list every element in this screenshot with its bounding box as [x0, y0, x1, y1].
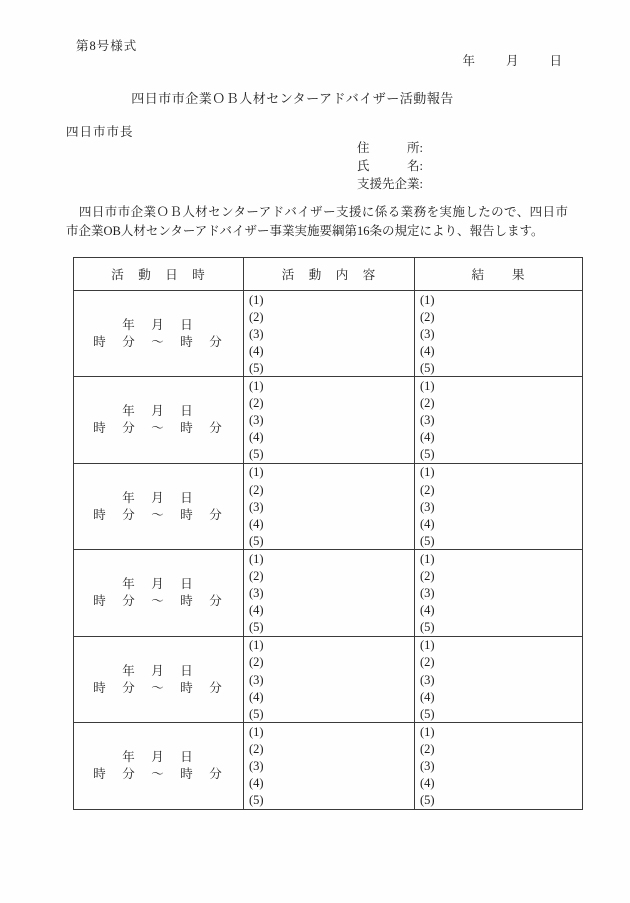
activity-row: [74, 550, 583, 636]
content-item-5: (5): [249, 620, 264, 635]
body-paragraph-line-1: 四日市市企業ＯＢ人材センターアドバイザー支援に係る業務を実施したので、四日市: [66, 205, 568, 219]
activity-row: [74, 636, 583, 722]
activity-row: [74, 291, 583, 377]
report-date-line: 年 月 日: [462, 54, 564, 68]
result-item-5: (5): [420, 793, 435, 808]
activity-datetime-cell: [74, 377, 244, 463]
content-item-4: (4): [249, 430, 264, 445]
result-item-2: (2): [420, 309, 435, 324]
content-item-1: (1): [249, 724, 264, 739]
content-item-2: (2): [249, 569, 264, 583]
activity-time-blank: 時 分 ～ 時 分: [93, 767, 224, 782]
activity-time-blank: 時 分 ～ 時 分: [93, 680, 224, 695]
content-item-3: (3): [249, 413, 264, 428]
activity-datetime-cell: [74, 463, 244, 549]
result-cell: [415, 550, 583, 636]
body-paragraph: [66, 203, 568, 240]
activity-row: [74, 463, 583, 549]
result-item-3: (3): [420, 586, 435, 601]
content-item-5: (5): [249, 533, 264, 548]
result-item-4: (4): [420, 603, 435, 618]
activity-content-cell: [244, 377, 415, 463]
result-cell: [415, 377, 583, 463]
content-item-3: (3): [249, 759, 264, 774]
activity-datetime-cell: [74, 550, 244, 636]
activity-datetime-cell: [74, 291, 244, 377]
result-cell: [415, 463, 583, 549]
activity-date-blank: 年 月 日: [122, 404, 195, 419]
result-item-3: (3): [420, 759, 435, 774]
sender-name-label: 氏 名:: [357, 159, 423, 173]
result-item-5: (5): [420, 620, 435, 635]
body-paragraph-line-2: 市企業OB人材センターアドバイザー事業実施要綱第16条の規定により、報告します。: [66, 223, 544, 238]
content-item-3: (3): [249, 499, 264, 514]
content-item-1: (1): [249, 378, 264, 393]
content-item-4: (4): [249, 689, 264, 704]
activity-row: [74, 377, 583, 463]
result-item-4: (4): [420, 689, 435, 704]
content-item-2: (2): [249, 655, 264, 670]
result-item-3: (3): [420, 672, 435, 687]
activity-date-blank: 年 月 日: [122, 577, 195, 592]
result-item-3: (3): [420, 499, 435, 514]
result-item-5: (5): [420, 360, 435, 375]
activity-content-cell: [244, 550, 415, 636]
result-item-4: (4): [420, 776, 435, 791]
activity-content-cell: [244, 463, 415, 549]
activity-time-blank: 時 分 ～ 時 分: [93, 421, 224, 436]
form-number: 第8号様式: [76, 39, 138, 53]
content-item-3: (3): [249, 672, 264, 687]
activity-time-blank: 時 分 ～ 時 分: [93, 334, 224, 349]
activity-datetime-cell: [74, 636, 244, 722]
content-item-5: (5): [249, 793, 264, 808]
content-item-5: (5): [249, 447, 264, 462]
content-item-1: (1): [249, 292, 264, 307]
result-item-4: (4): [420, 516, 435, 531]
addressee-line: 四日市市長: [66, 125, 134, 139]
result-item-4: (4): [420, 343, 435, 358]
content-item-5: (5): [249, 360, 264, 375]
result-item-1: (1): [420, 551, 435, 566]
result-item-5: (5): [420, 533, 435, 548]
content-item-1: (1): [249, 638, 264, 653]
result-item-2: (2): [420, 741, 435, 756]
content-item-1: (1): [249, 465, 264, 480]
result-item-5: (5): [420, 706, 435, 721]
activity-date-blank: 年 月 日: [122, 317, 195, 332]
result-item-2: (2): [420, 655, 435, 670]
content-item-2: (2): [249, 396, 264, 411]
result-cell: [415, 291, 583, 377]
result-item-2: (2): [420, 569, 435, 583]
activity-content-cell: [244, 636, 415, 722]
sender-company-label: 支援先企業:: [357, 177, 423, 191]
activity-row: [74, 723, 583, 809]
content-item-5: (5): [249, 706, 264, 721]
activity-time-blank: 時 分 ～ 時 分: [93, 594, 224, 609]
sender-address-label: 住 所:: [357, 141, 423, 155]
activity-report-table: [73, 257, 583, 810]
table-body: [74, 291, 583, 810]
column-header-activity-content: 活 動 内 容: [244, 258, 415, 291]
result-cell: [415, 636, 583, 722]
content-item-4: (4): [249, 776, 264, 791]
activity-content-cell: [244, 291, 415, 377]
content-item-2: (2): [249, 309, 264, 324]
result-cell: [415, 723, 583, 809]
result-item-4: (4): [420, 430, 435, 445]
result-item-2: (2): [420, 482, 435, 497]
activity-date-blank: 年 月 日: [122, 490, 195, 505]
content-item-2: (2): [249, 482, 264, 497]
result-item-1: (1): [420, 638, 435, 653]
document-title: 四日市市企業ＯＢ人材センターアドバイザー活動報告: [131, 91, 454, 106]
result-item-1: (1): [420, 465, 435, 480]
content-item-3: (3): [249, 326, 264, 341]
content-item-3: (3): [249, 586, 264, 601]
result-item-5: (5): [420, 447, 435, 462]
result-item-3: (3): [420, 326, 435, 341]
column-header-result: 結 果: [415, 258, 583, 291]
result-item-1: (1): [420, 292, 435, 307]
content-item-2: (2): [249, 741, 264, 756]
result-item-3: (3): [420, 413, 435, 428]
activity-date-blank: 年 月 日: [122, 663, 195, 678]
activity-time-blank: 時 分 ～ 時 分: [93, 507, 224, 522]
content-item-4: (4): [249, 603, 264, 618]
column-header-activity-datetime: 活 動 日 時: [74, 258, 244, 291]
sender-block: [357, 139, 423, 193]
content-item-4: (4): [249, 343, 264, 358]
activity-datetime-cell: [74, 723, 244, 809]
activity-content-cell: [244, 723, 415, 809]
result-item-1: (1): [420, 724, 435, 739]
content-item-1: (1): [249, 551, 264, 566]
result-item-2: (2): [420, 396, 435, 411]
table-header-row: [74, 258, 583, 291]
content-item-4: (4): [249, 516, 264, 531]
result-item-1: (1): [420, 378, 435, 393]
activity-date-blank: 年 月 日: [122, 750, 195, 765]
